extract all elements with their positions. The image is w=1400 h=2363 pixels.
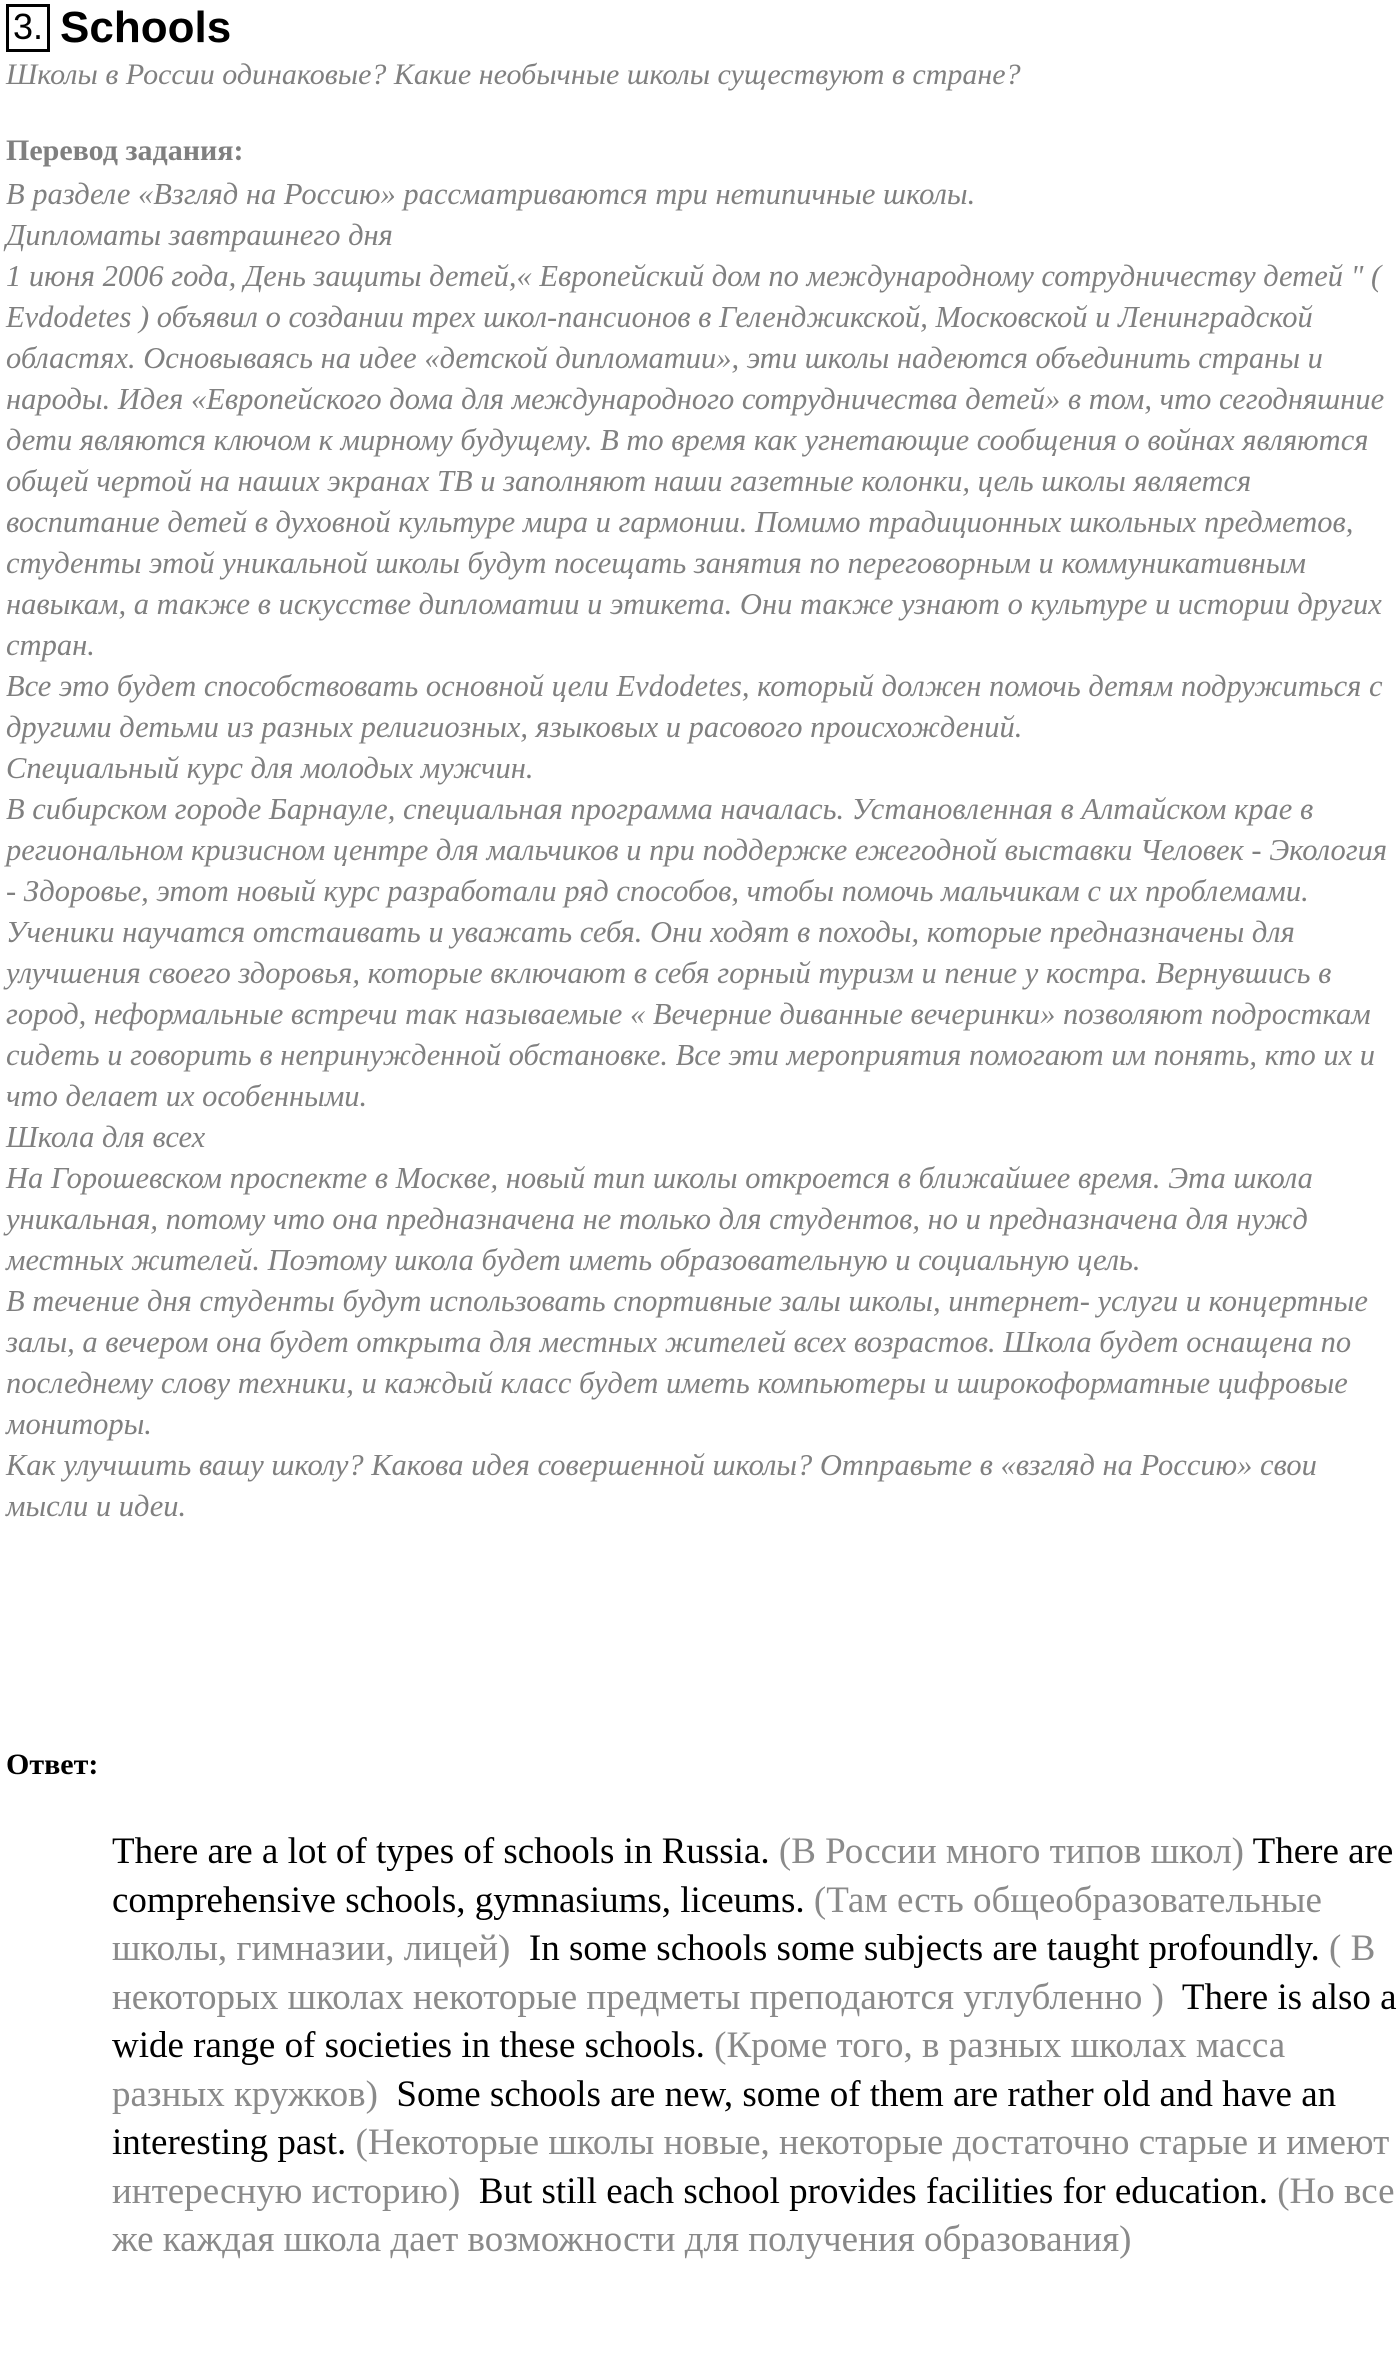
answer-sentence-en: Some schools are new, some of them are rather old and have an interesting past.: [112, 2073, 1337, 2163]
exercise-header: [6, 4, 231, 52]
translation-paragraph: Школа для всех: [6, 1120, 206, 1154]
translation-paragraph: 1 июня 2006 года, День защиты детей,« Европейский дом по международному сотрудничеству детей " ( Evdodetes ) объявил о создании трех школ-пансионов в Геленджикской, Московской и Ленинградской областях. Основываясь на идее «детской дипломатии», эти школы надеются объединить страны и народы. Идея «Европейского дома для международного сотрудничества детей» в том, что сегодняшние дети являются ключом к мирному будущему. В то время как угнетающие сообщения о войнах являются общей чертой на наших экранах ТВ и заполняют наши газетные колонки, цель школы является воспитание детей в духовной культуре мира и гармонии. Помимо традиционных школьных предметов, студенты этой уникальной школы будут посещать занятия по переговорным и коммуникативным навыкам, а также в искусстве дипломатии и этикета. Они также узнают о культуре и истории других стран.: [6, 259, 1385, 662]
answer-sentence-en: There are comprehensive schools, gymnasiums, liceums.: [112, 1831, 1394, 1921]
answer-sentence-ru: (Но все же каждая школа дает возможности для получения образования): [112, 2170, 1395, 2260]
answer-text: [112, 1828, 1400, 2265]
answer-sentence-ru: (Кроме того, в разных школах масса разных кружков): [112, 2025, 1286, 2115]
translation-paragraph: На Горошевском проспекте в Москве, новый тип школы откроется в ближайшее время. Эта школа уникальная, потому что она предназначена не только для студентов, но и предназначена для нужд местных жителей. Поэтому школа будет иметь образовательную и социальную цель.: [6, 1161, 1313, 1277]
translation-paragraph: В разделе «Взгляд на Россию» рассматриваются три нетипичные школы.: [6, 177, 976, 211]
answer-sentence-en: There is also a wide range of societies in these schools.: [112, 1976, 1397, 2066]
task-translation: [6, 174, 1398, 1527]
translation-paragraph: Все это будет способствовать основной цели Evdodetes, который должен помочь детям подружиться с другими детьми из разных религиозных, языковых и расового происхождений.: [6, 669, 1383, 744]
translation-paragraph: Дипломаты завтрашнего дня: [6, 218, 393, 252]
translation-paragraph: Как улучшить вашу школу? Какова идея совершенной школы? Отправьте в «взгляд на Россию» свои мысли и идеи.: [6, 1448, 1317, 1523]
translation-paragraph: В сибирском городе Барнауле, специальная программа началась. Установленная в Алтайском крае в региональном кризисном центре для мальчиков и при поддержке ежегодной выставки Человек - Экология - Здоровье, этот новый курс разработали ряд способов, чтобы помочь мальчикам с их проблемами. Ученики научатся отстаивать и уважать себя. Они ходят в походы, которые предназначены для улучшения своего здоровья, которые включают в себя горный туризм и пение у костра. Вернувшись в город, неформальные встречи так называемые « Вечерние диванные вечеринки» позволяют подросткам сидеть и говорить в непринужденной обстановке. Все эти мероприятия помогают им понять, кто их и что делает их особенными.: [6, 792, 1388, 1113]
translation-paragraph: В течение дня студенты будут использовать спортивные залы школы, интернет- услуги и концертные залы, а вечером она будет открыта для местных жителей всех возрастов. Школа будет оснащена по последнему слову техники, и каждый класс будет иметь компьютеры и широкоформатные цифровые мониторы.: [6, 1284, 1368, 1441]
answer-sentence-en: But still each school provides facilities for education.: [478, 2170, 1268, 2212]
answer-sentence-ru: (Там есть общеобразовательные школы, гимназии, лицей): [112, 1879, 1322, 1969]
answer-label: Ответ:: [6, 1748, 99, 1781]
answer-sentence-ru: (В России много типов школ): [778, 1831, 1244, 1872]
translation-paragraph: Специальный курс для молодых мужчин.: [6, 751, 534, 785]
translation-label: Перевод задания:: [6, 134, 244, 167]
answer-sentence-ru: ( В некоторых школах некоторые предметы преподаются углубленно ): [112, 1928, 1376, 2018]
answer-sentence-ru: (Некоторые школы новые, некоторые достаточно старые и имеют интересную историю): [112, 2122, 1390, 2212]
task-question: Школы в России одинаковые? Какие необычные школы существуют в стране?: [6, 58, 1021, 91]
answer-sentence-en: There are a lot of types of schools in Russia.: [112, 1831, 770, 1872]
answer-sentence-en: In some schools some subjects are taught profoundly.: [528, 1928, 1320, 1969]
exercise-title: Schools: [60, 3, 232, 52]
exercise-number: 3.: [6, 4, 50, 52]
